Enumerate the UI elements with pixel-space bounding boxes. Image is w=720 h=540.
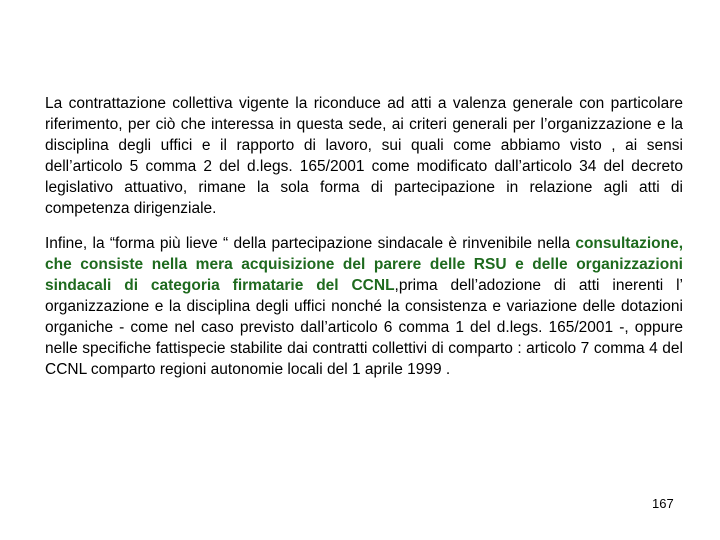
page-number: 167 [652,496,674,511]
paragraph-contrattazione: La contrattazione collettiva vigente la riconduce ad atti a valenza generale con particolare riferimento, per ciò che interessa in questa sede, ai criteri generali per l’organizzazione e la disciplina degli uffici e il rapporto di lavoro, sui quali come abbiamo visto , ai sensi dell’articolo 5 comma 2 del d.legs. 165/2001 come modificato dall’articolo 34 del decreto legislativo attuativo, rimane la sola forma di partecipazione in relazione agli atti di competenza dirigenziale. [45,95,683,217]
paragraph-intro-text: Infine, la “forma più lieve “ della partecipazione sindacale è rinvenibile nella [45,235,576,252]
paragraph-rest-text: ,prima dell’adozione di atti inerenti l’ organizzazione e la disciplina degli uffici nonché la consistenza e variazione delle dotazioni organiche - come nel caso previsto dall’articolo 6 comma 1 del d.legs. 165/2001 -, oppure nelle specifiche fattispecie stabilite dai contratti collettivi di comparto : articolo 7 comma 4 del CCNL comparto regioni autonomie locali del 1 aprile 1999 . [45,277,683,378]
highlighted-consultazione-text: consultazione, che consiste nella mera acquisizione del parere delle RSU e delle organizzazioni sindacali di categoria firmatarie del CCNL [45,235,683,294]
paragraph-consultazione [45,233,683,380]
